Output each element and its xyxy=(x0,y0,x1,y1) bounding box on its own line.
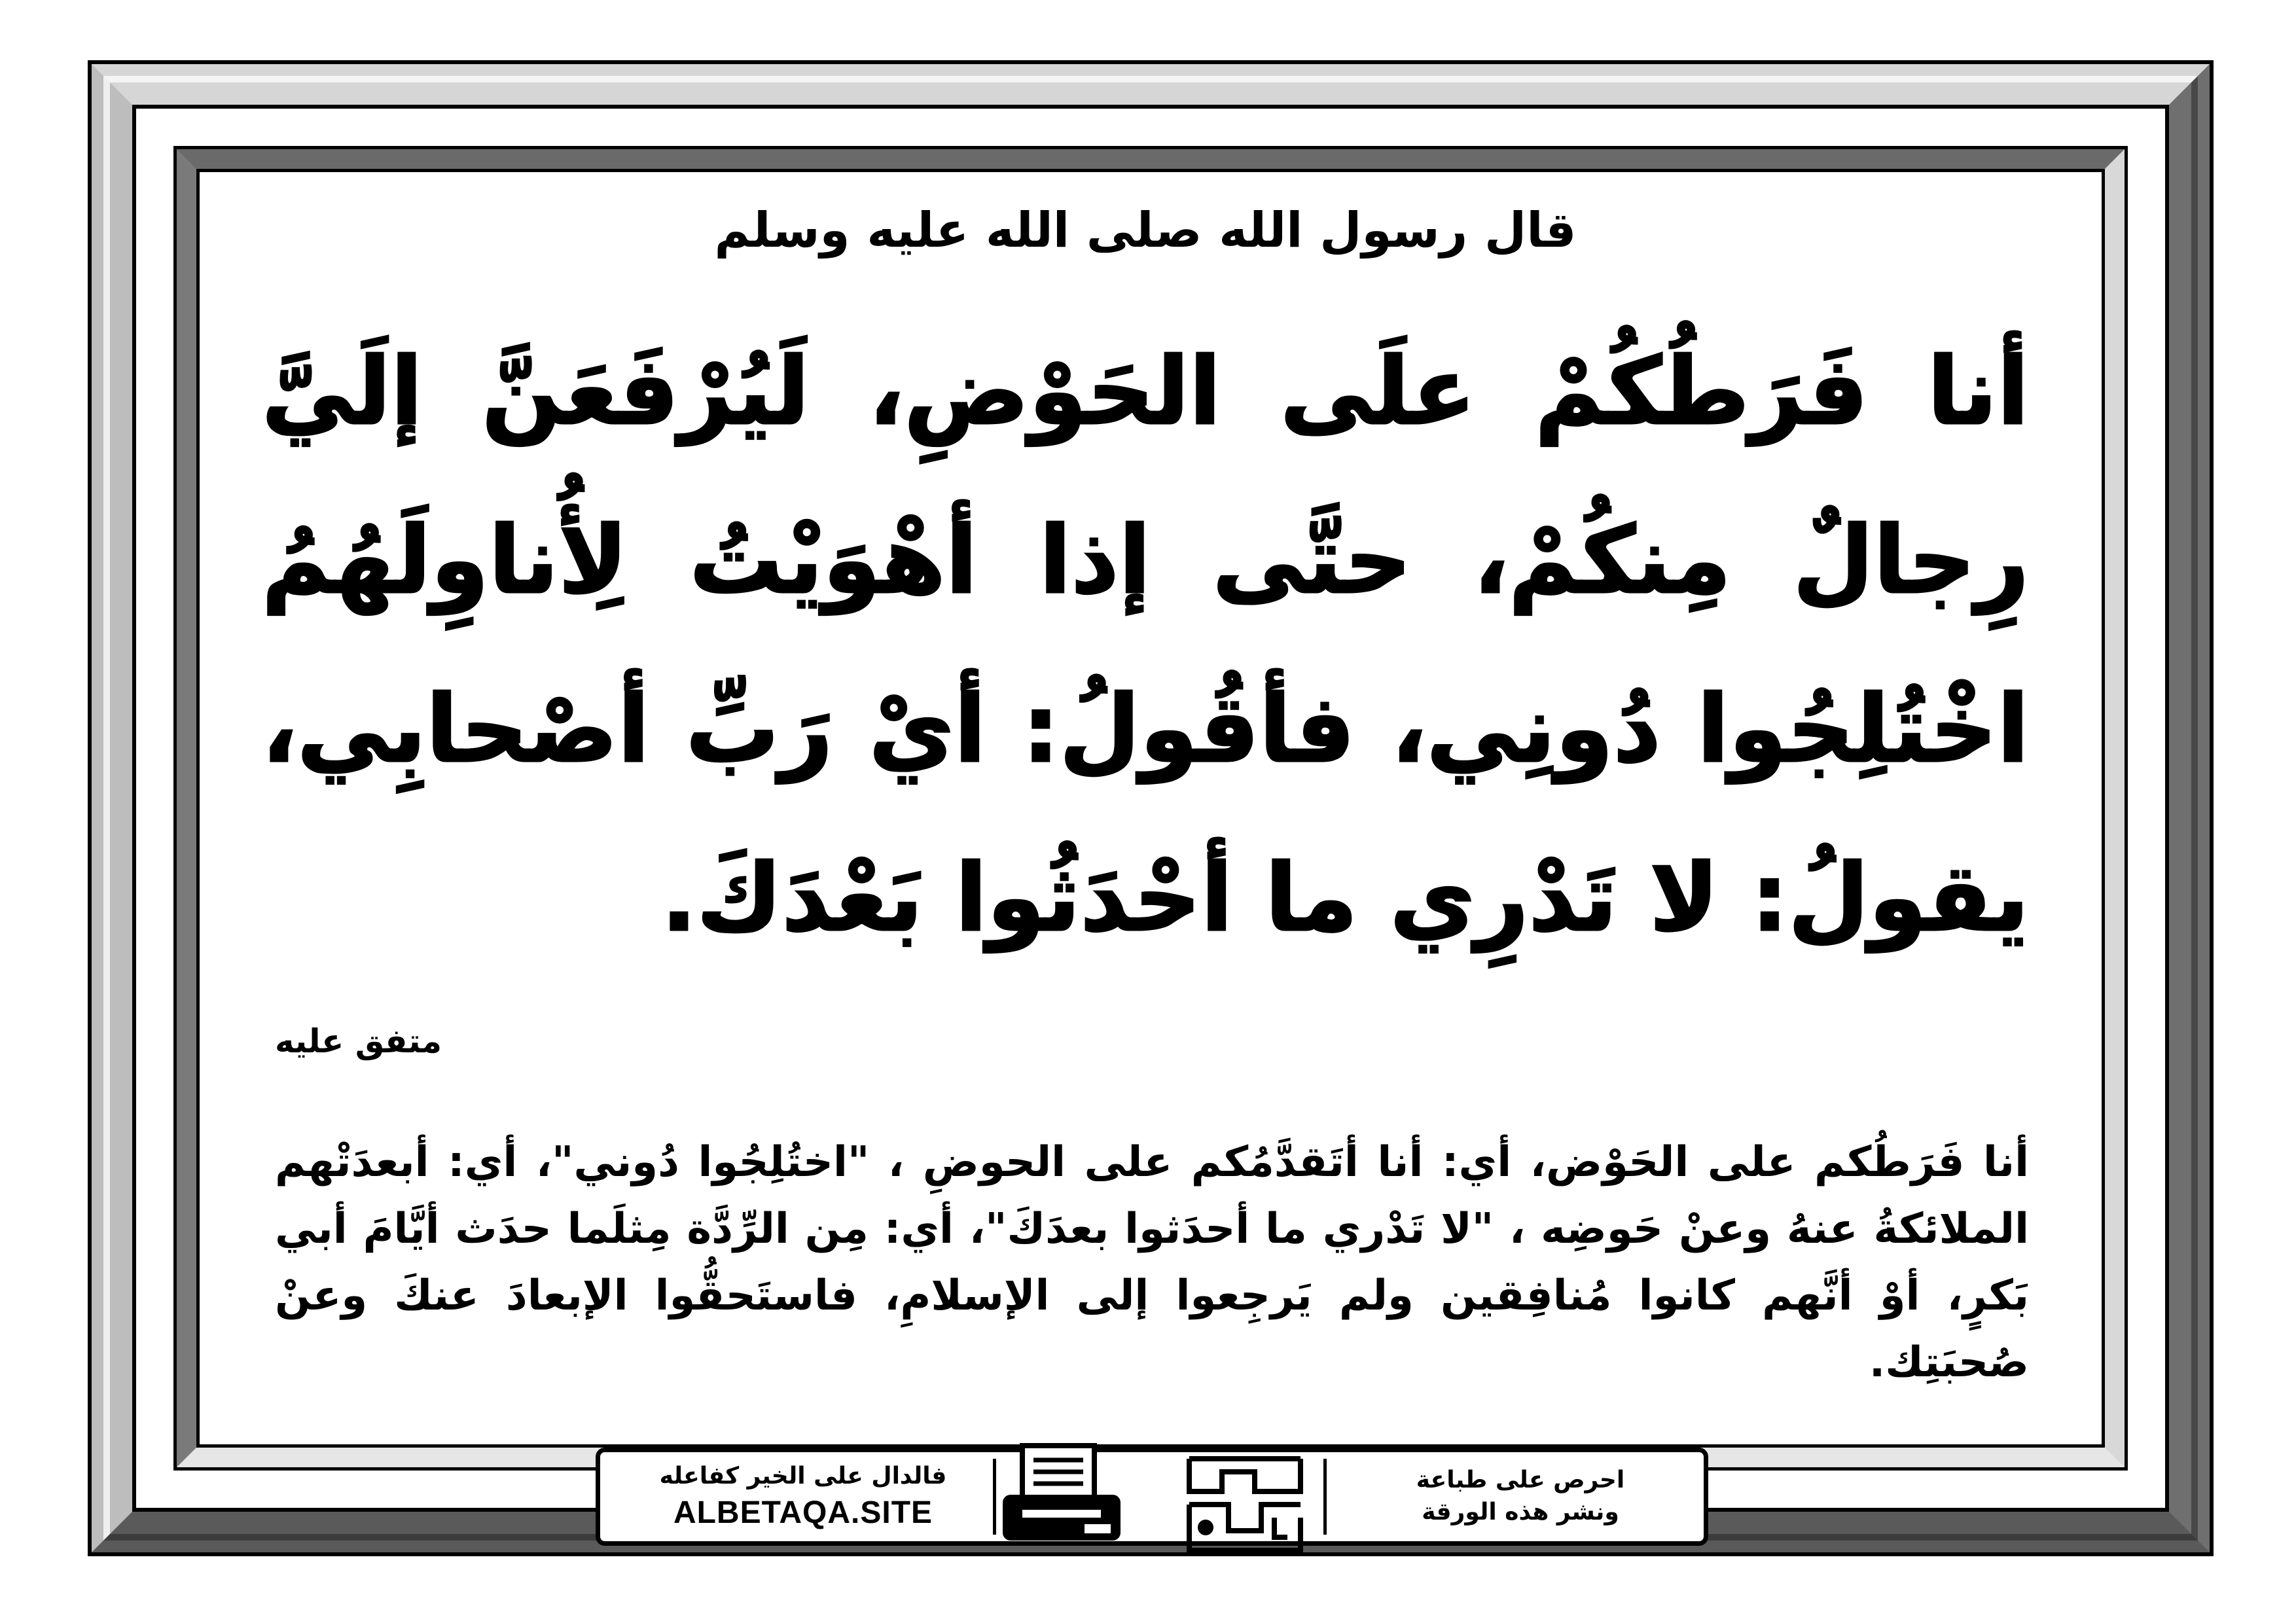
footer-motto: فالدال على الخير كفاعله xyxy=(659,1463,947,1489)
printer-icon xyxy=(993,1433,1130,1563)
site-link[interactable]: ALBETAQA.SITE xyxy=(673,1495,933,1530)
footer-cta-block xyxy=(1350,1452,1691,1541)
footer-cta-line1: احرص على طباعة xyxy=(1416,1467,1625,1494)
page-title: قال رسول الله صلى الله عليه وسلم xyxy=(714,202,1577,259)
footer-divider xyxy=(1323,1459,1327,1535)
explanation-text: أنا فَرَطُكم على الحَوْض، أي: أنا أتَقدَّمُكم على الحوضِ ، "اختُلِجُوا دُوني"، أي: أبعدَتْهم الملائكةُ عنهُ وعنْ حَوضِه ، "لا تَدْري ما أحدَثوا بعدَكَ"، أي: مِن الرِّدَّة مِثلَما حدَث أيَّامَ أبي بَكرٍ، أوْ أنَّهم كانوا مُنافِقين ولم يَرجِعوا إلى الإسلامِ، فاستَحقُّوا الإبعادَ عنكَ وعنْ صُحبَتِك. xyxy=(275,1138,2029,1387)
hadith-text: أنا فَرَطُكُمْ علَى الحَوْضِ، لَيُرْفَعَنَّ إلَيَّ رِجالٌ مِنكُمْ، حتَّى إذا أهْوَيْتُ لِأُناوِلَهُمُ اخْتُلِجُوا دُونِي، فأقُولُ: أيْ رَبِّ أصْحابِي، يقولُ: لا تَدْرِي ما أحْدَثُوا بَعْدَكَ. xyxy=(262,338,2029,952)
source-label: متفق عليه xyxy=(275,1022,442,1060)
logo-mark xyxy=(1176,1433,1314,1563)
footer-cta-line2: ونشر هذه الورقة xyxy=(1422,1499,1619,1525)
footer-site-block xyxy=(613,1452,993,1541)
footer-bar xyxy=(596,1448,1708,1546)
